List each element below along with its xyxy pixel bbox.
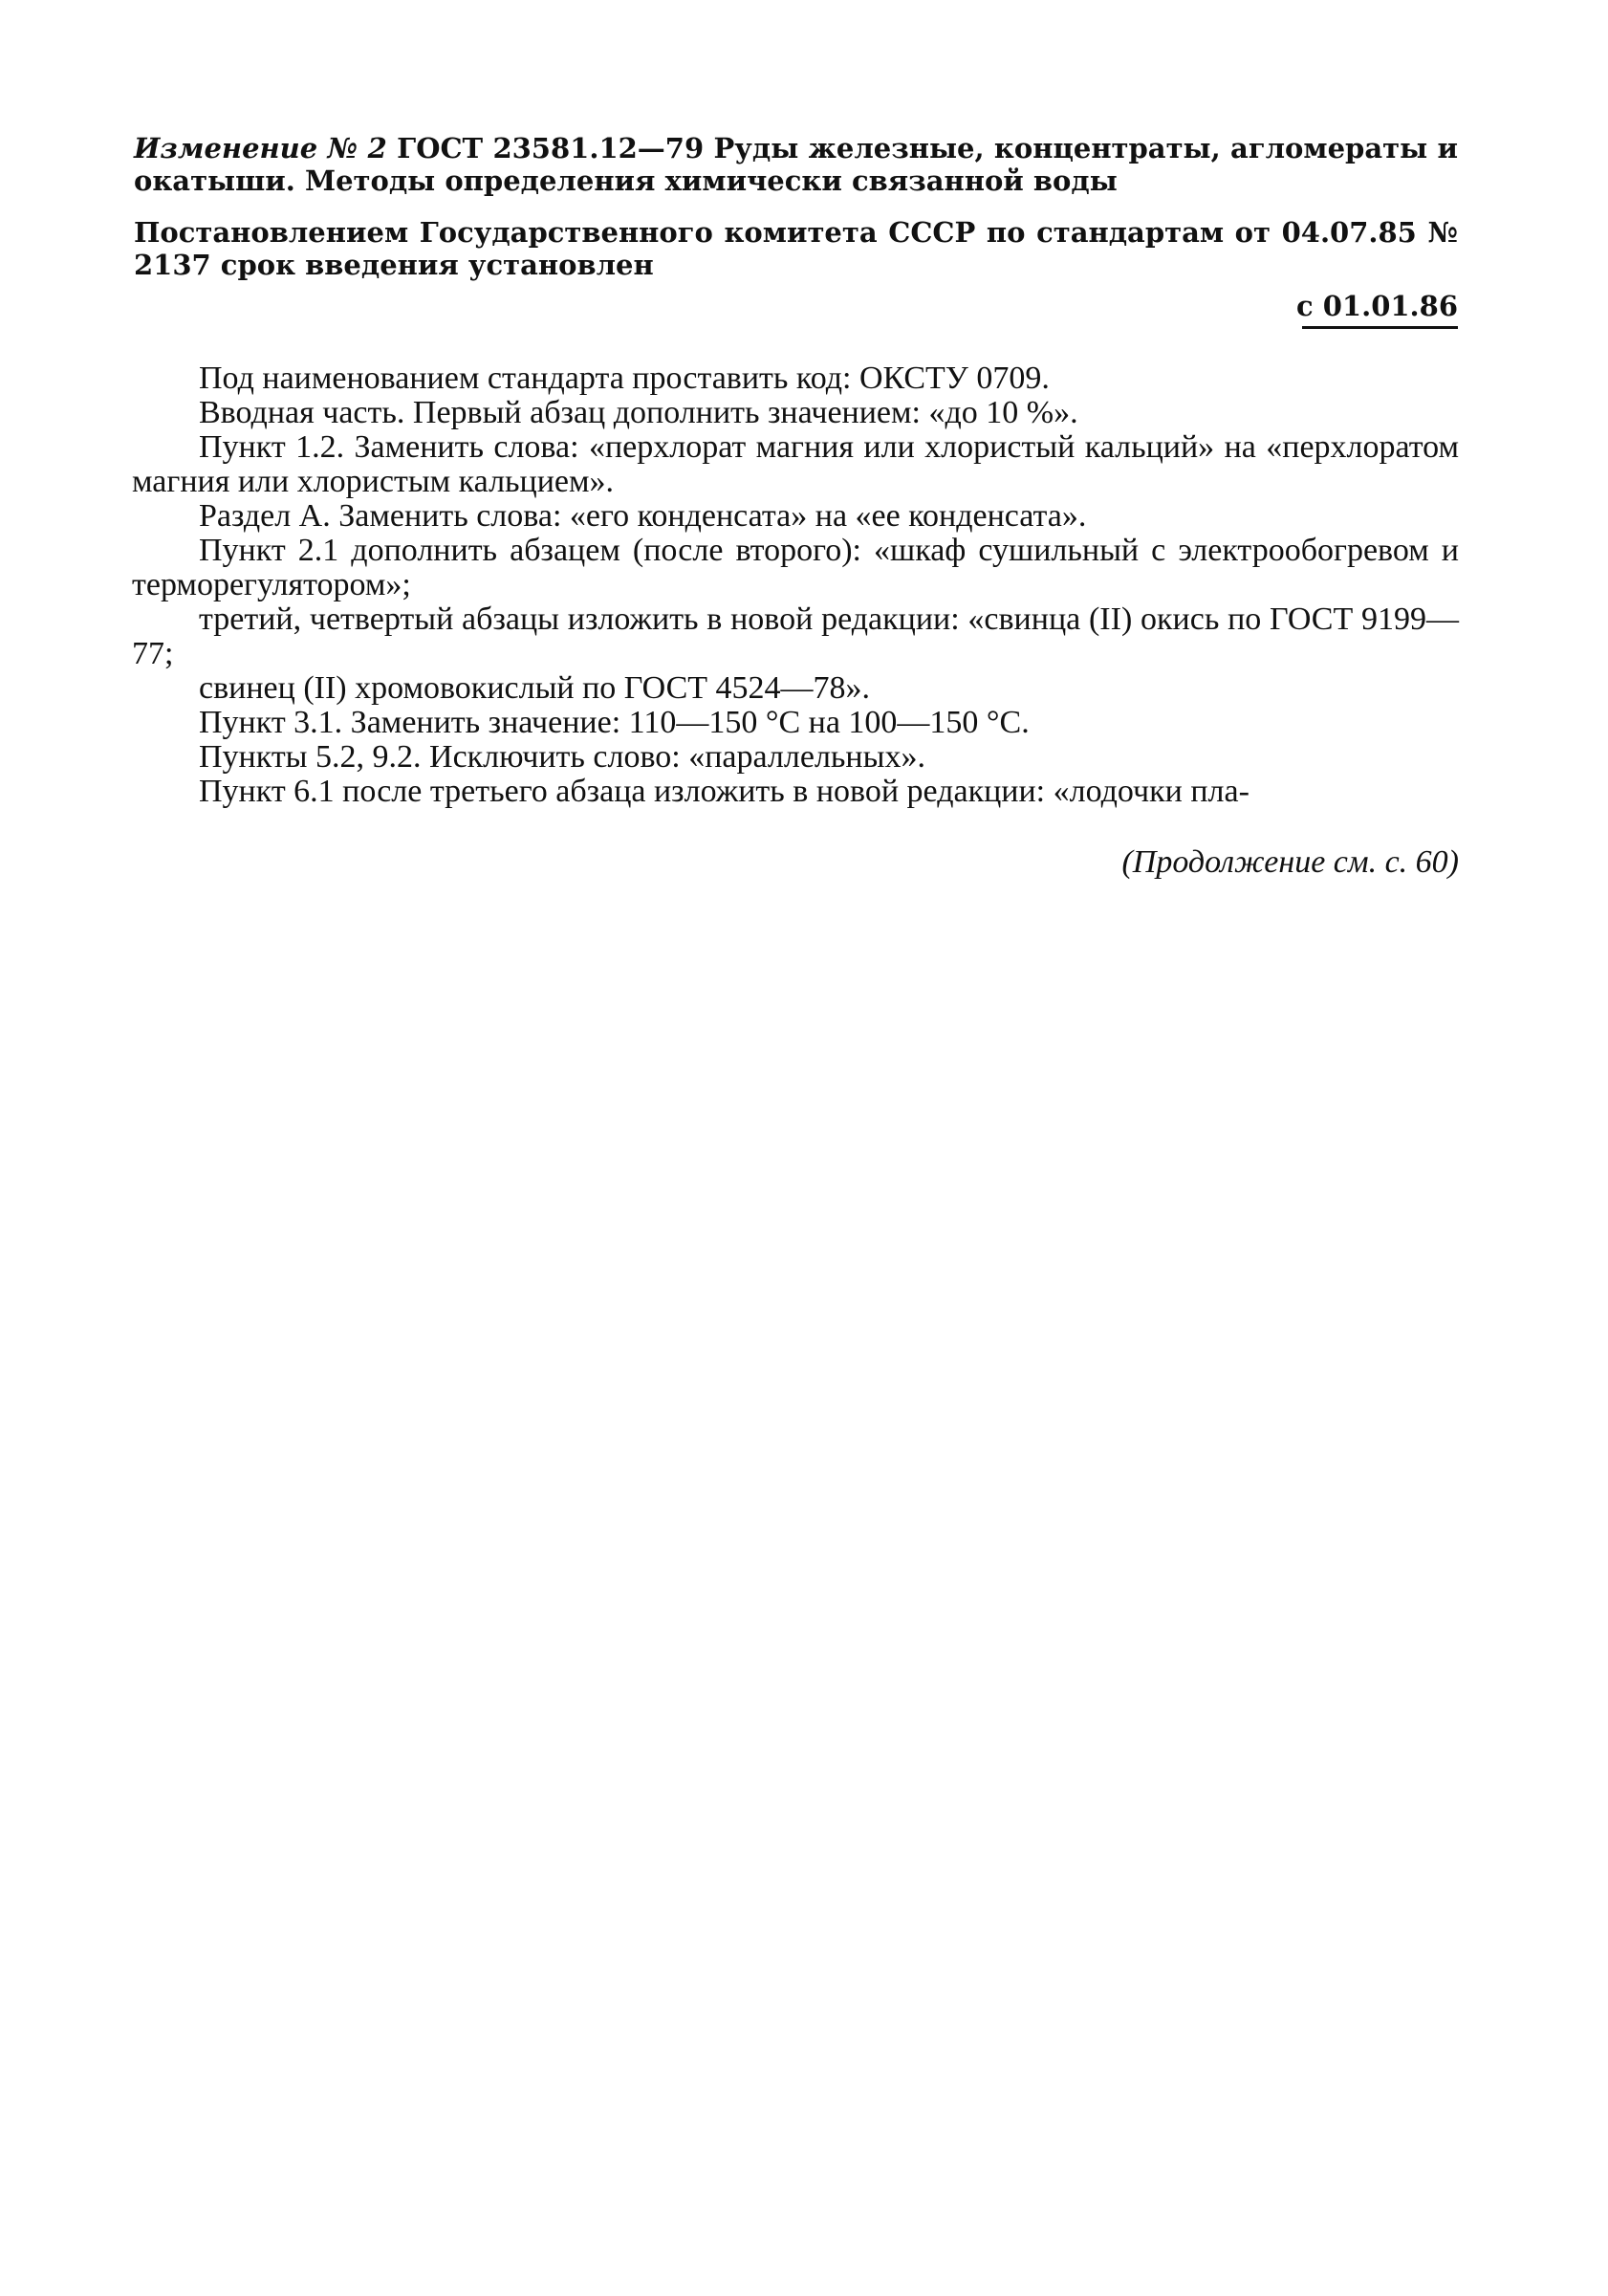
document-header	[134, 132, 1458, 281]
amendment-body	[132, 361, 1459, 809]
paragraph: Пункты 5.2, 9.2. Исключить слово: «параллельных».	[199, 739, 925, 775]
paragraph: свинец (II) хромовокислый по ГОСТ 4524—78».	[199, 670, 871, 706]
paragraph: Пункт 1.2. Заменить слова: «перхлорат магния или хлористый кальций» на «перхлоратом магния или хлористым кальцием».	[132, 429, 1459, 499]
decree-text: Постановлением Государственного комитета СССР по стандартам от 04.07.85 № 2137 срок введения установлен	[134, 216, 1458, 281]
amendment-subject: ГОСТ 23581.12—79 Руды железные, концентраты, агломераты и окатыши. Методы определения химически связанной воды	[134, 132, 1459, 197]
paragraph: Пункт 6.1 после третьего абзаца изложить в новой редакции: «лодочки пла-	[199, 774, 1249, 809]
paragraph: Пункт 2.1 дополнить абзацем (после второго): «шкаф сушильный с электрообогревом и терморегулятором»;	[132, 533, 1459, 602]
effective-date: с 01.01.86	[1295, 290, 1458, 322]
paragraph: третий, четвертый абзацы изложить в новой редакции: «свинца (II) окись по ГОСТ 9199—77;	[132, 601, 1459, 671]
continuation-note: (Продолжение см. с. 60)	[1121, 844, 1459, 880]
paragraph: Раздел А. Заменить слова: «его конденсата» на «ее конденсата».	[199, 498, 1087, 534]
amendment-title	[134, 132, 1458, 197]
paragraph: Пункт 3.1. Заменить значение: 110—150 °С на 100—150 °С.	[199, 705, 1030, 740]
amendment-number: Изменение № 2	[134, 132, 387, 164]
effective-date-underline	[1302, 326, 1458, 329]
paragraph: Вводная часть. Первый абзац дополнить значением: «до 10 %».	[199, 395, 1078, 430]
paragraph: Под наименованием стандарта проставить код: ОКСТУ 0709.	[199, 361, 1050, 396]
